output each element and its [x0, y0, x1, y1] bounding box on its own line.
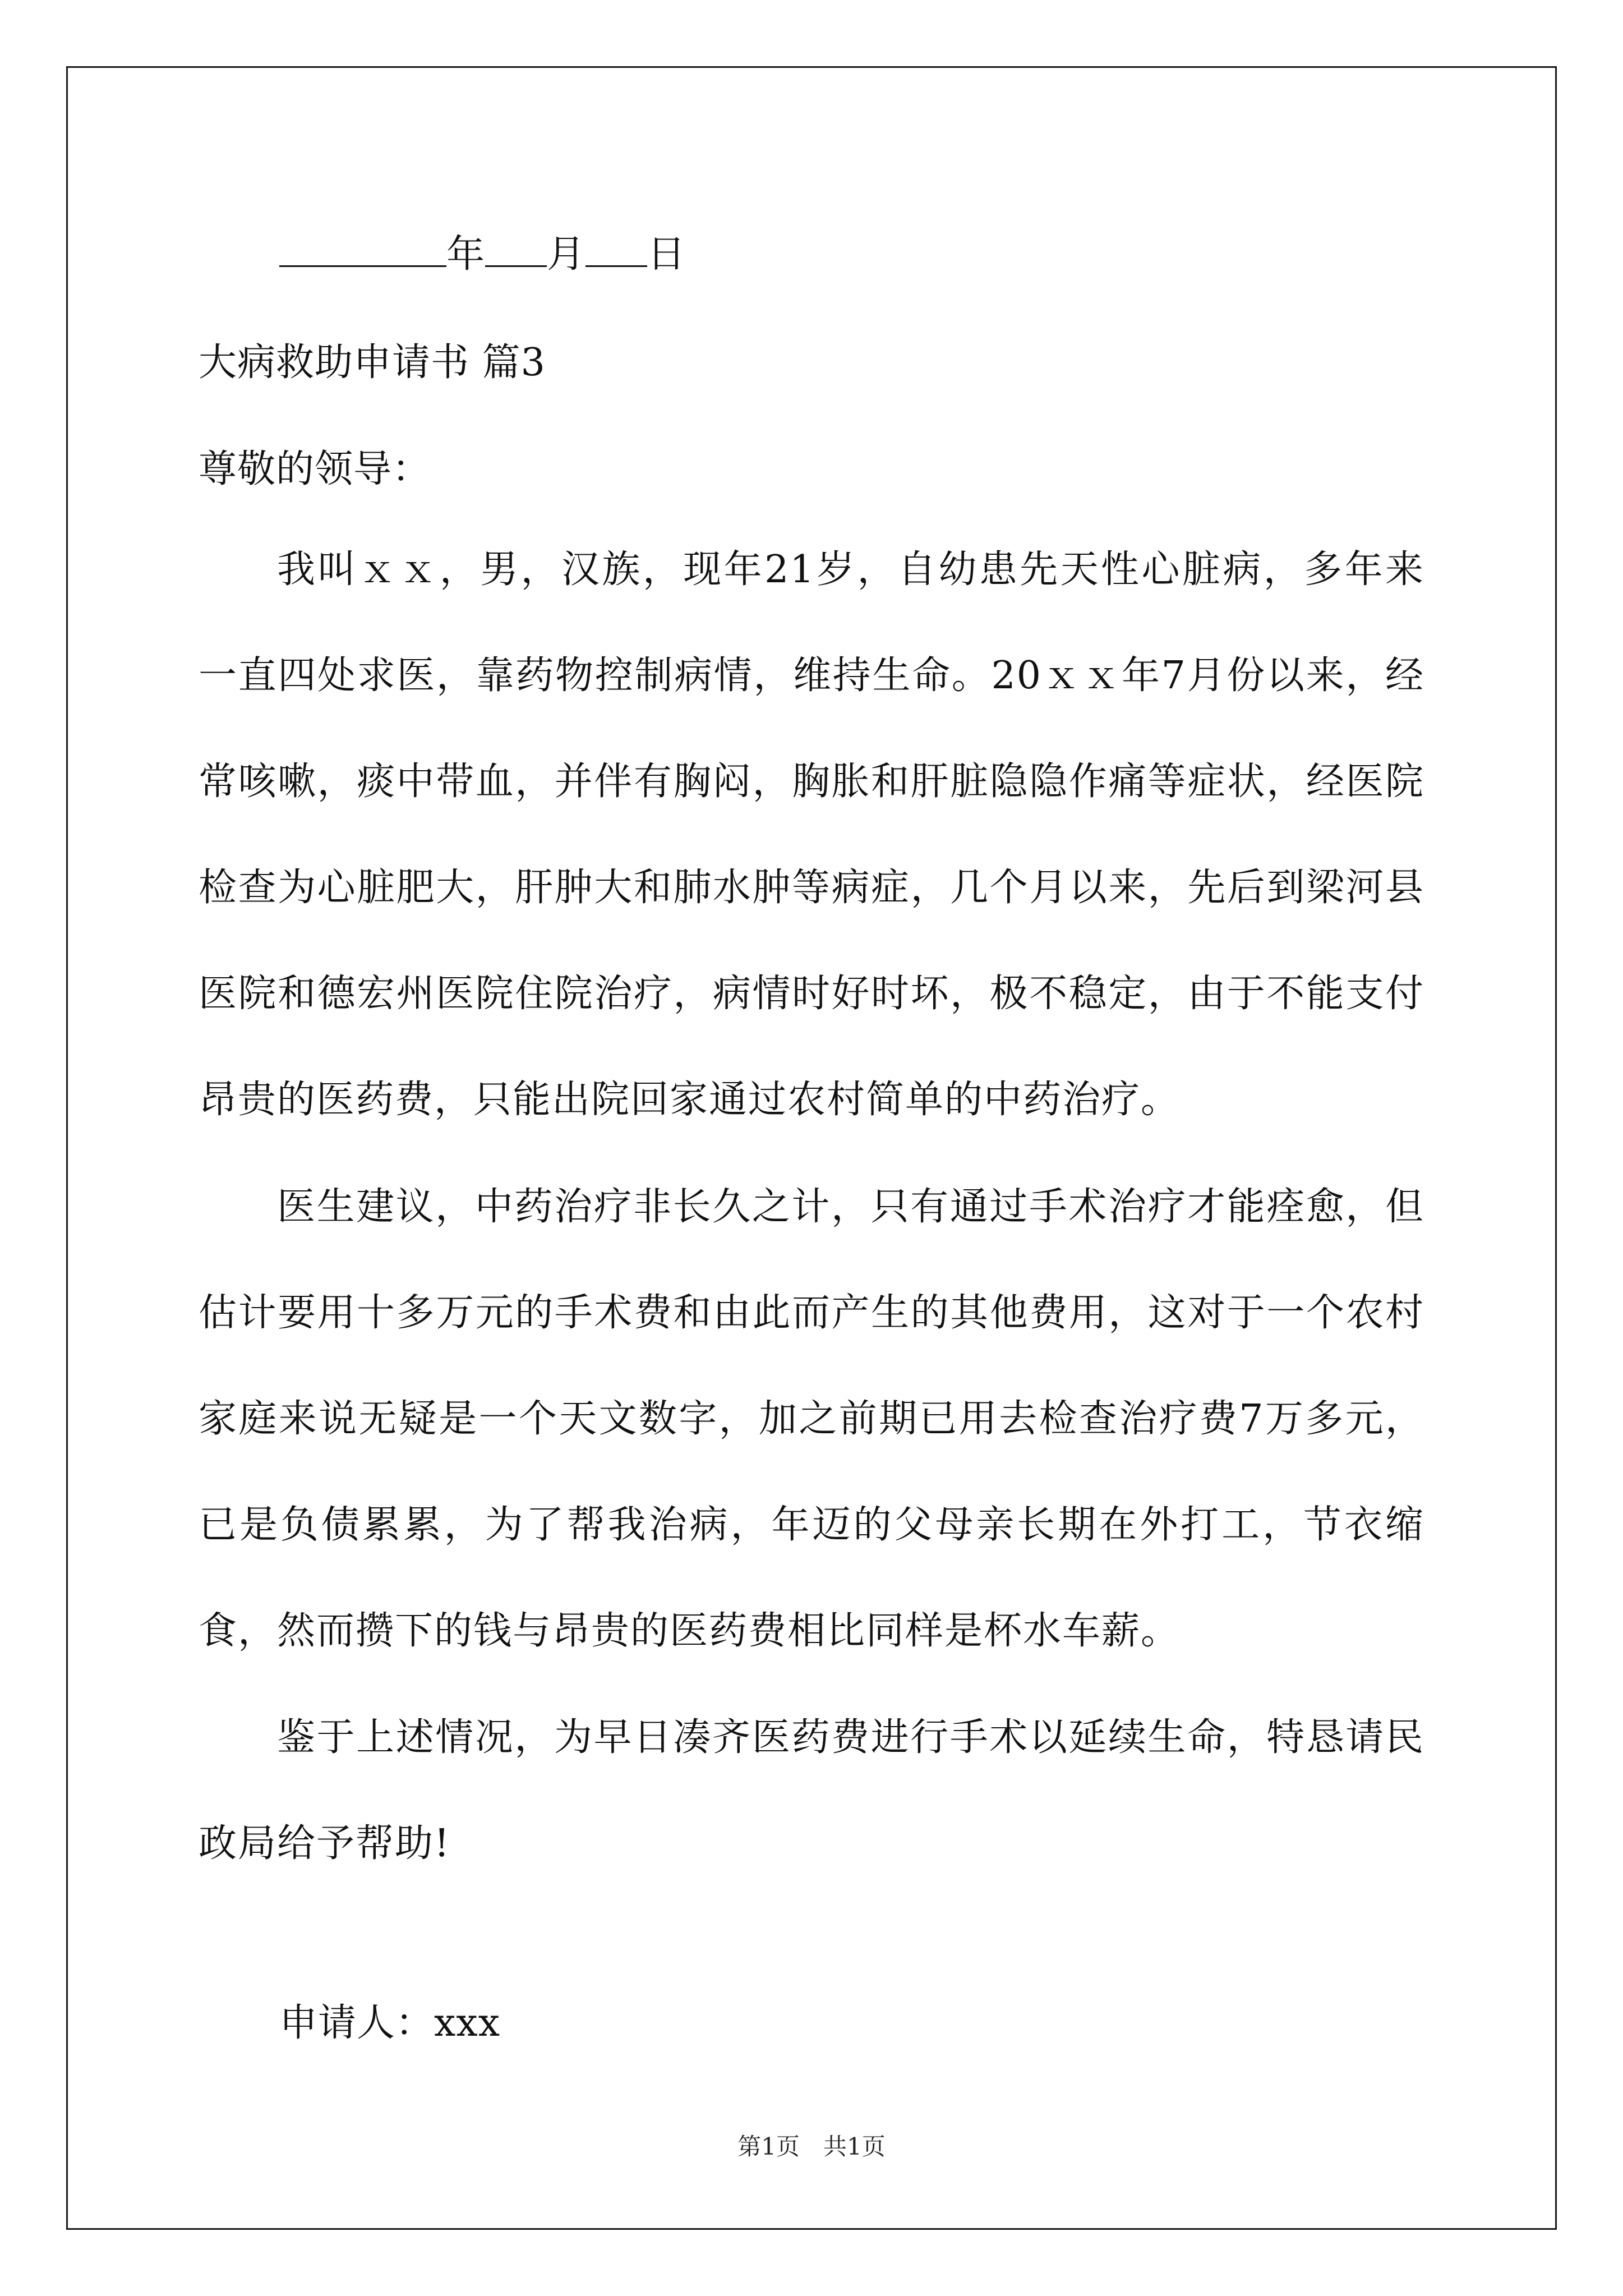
year-suffix: 年 — [446, 232, 486, 277]
day-suffix: 日 — [647, 232, 686, 277]
page-footer: 第1页 共1页 — [737, 2133, 886, 2160]
document-title: 大病救助申请书 篇3 — [199, 341, 546, 385]
salutation: 尊敬的领导： — [199, 447, 431, 491]
day-blank — [585, 232, 647, 267]
month-suffix: 月 — [547, 232, 586, 277]
paragraph-2: 医生建议，中药治疗非长久之计，只有通过手术治疗才能痊愈，但估计要用十多万元的手术费和由此而产生的其他费用，这对于一个农村家庭来说无疑是一个天文数字，加之前期已用去检查治疗费7万多元，已是负债累累，为了帮我治病，年迈的父母亲长期在外打工，节衣缩食，然而攒下的钱与昂贵的医药费相比同样是杯水车薪。 — [199, 1185, 1424, 1653]
month-blank — [485, 232, 547, 267]
year-blank — [279, 232, 446, 267]
applicant-signature: 申请人：xxx — [279, 2001, 501, 2045]
paragraph-3: 鉴于上述情况，为早日凑齐医药费进行手术以延续生命，特恳请民政局给予帮助! — [199, 1715, 1424, 1866]
date-line — [279, 232, 686, 277]
paragraph-1: 我叫ｘｘ，男，汉族，现年21岁，自幼患先天性心脏病，多年来一直四处求医，靠药物控制病情，维持生命。20ｘｘ年7月份以来，经常咳嗽，痰中带血，并伴有胸闷，胸胀和肝脏隐隐作痛等症状，经医院检查为心脏肥大，肝肿大和肺水肿等病症，几个月以来，先后到梁河县医院和德宏州医院住院治疗，病情时好时坏，极不稳定，由于不能支付昂贵的医药费，只能出院回家通过农村简单的中药治疗。 — [199, 547, 1424, 1122]
